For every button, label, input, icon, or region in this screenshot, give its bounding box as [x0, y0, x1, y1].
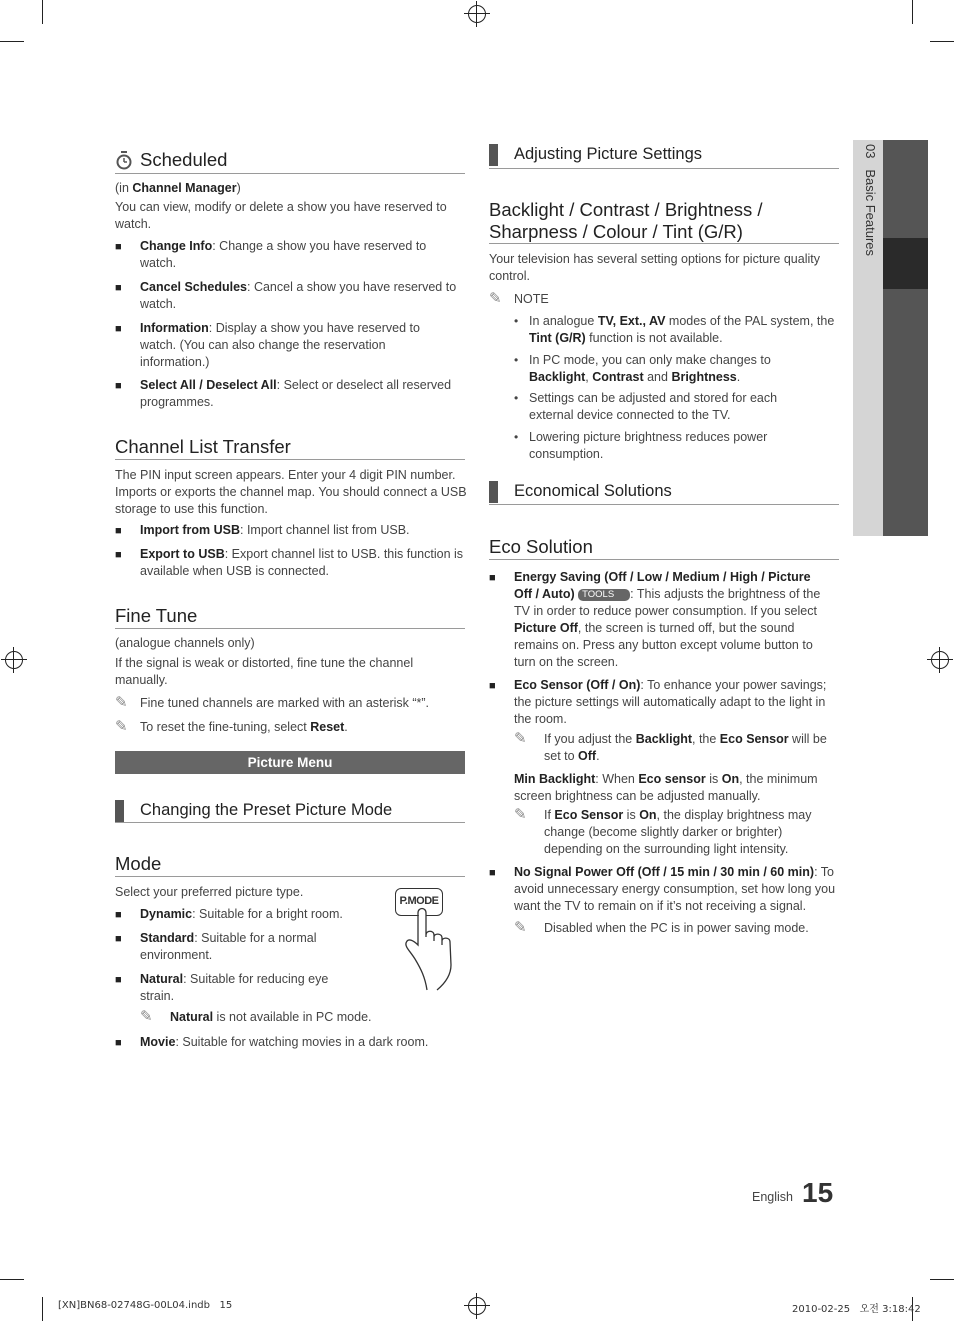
fine-tune-reset-note: ✎ To reset the fine-tuning, select Reset. [115, 718, 348, 735]
note-pencil-icon: ✎ [115, 718, 128, 735]
backlight-title-line1: Backlight / Contrast / Brightness / [489, 199, 763, 220]
natural-note: ✎ Natural is not available in PC mode. [140, 1008, 372, 1025]
nosignal-note: ✎ Disabled when the PC is in power saving mode. [514, 919, 809, 936]
footer-language: English [752, 1190, 793, 1204]
note-pencil-icon: ✎ [514, 919, 527, 936]
fine-tune-asterisk-note: ✎ Fine tuned channels are marked with an asterisk “*”. [115, 694, 430, 711]
fine-tune-intro: If the signal is weak or distorted, fine tune the channel manually. [115, 656, 414, 687]
side-tab-marker [883, 238, 928, 289]
fine-tune-note: (analogue channels only) [115, 636, 255, 650]
eco-solution-title: Eco Solution [489, 536, 839, 560]
changing-preset-title: Changing the Preset Picture Mode [140, 801, 393, 819]
min-backlight-note: ✎ If Eco Sensor is On, the display brightness may change (become slightly darker or brighter) depending on the surrounding light intensity. [514, 806, 812, 856]
economical-title: Economical Solutions [514, 482, 672, 500]
registration-mark-icon [5, 651, 23, 669]
list-item: • Settings can be adjusted and stored for each external device connected to the TV. [514, 391, 778, 422]
note-pencil-icon: ✎ [514, 730, 527, 747]
registration-mark-icon [468, 1297, 486, 1315]
backlight-heading [489, 199, 839, 244]
scheduled-heading [115, 149, 465, 174]
sensor-note: ✎ If you adjust the Backlight, the Eco Sensor will be set to Off. [514, 730, 827, 763]
picture-menu-banner: Picture Menu [115, 751, 465, 774]
list-item: • In PC mode, you can only make changes to Backlight, Contrast and Brightness. [514, 353, 771, 384]
pmode-remote-illustration [393, 885, 465, 995]
fine-tune-title: Fine Tune [115, 605, 465, 629]
registration-mark-icon [468, 5, 486, 23]
tools-badge: TOOLS [578, 589, 630, 601]
backlight-intro: Your television has several setting options for picture quality control. [489, 252, 820, 283]
list-item: ■ Cancel Schedules: Cancel a show you have reserved to watch. [115, 280, 457, 311]
economical-heading [489, 481, 839, 505]
registration-mark-icon [931, 651, 949, 669]
clock-icon [115, 151, 133, 175]
page-number: 15 [802, 1177, 834, 1208]
note-pencil-icon: ✎ [115, 694, 128, 711]
list-item: • In analogue TV, Ext., AV modes of the PAL system, the Tint (G/R) function is not available. [514, 314, 835, 345]
mode-intro: Select your preferred picture type. [115, 885, 304, 899]
list-item: ■ Energy Saving (Off / Low / Medium / High / Picture Off / Auto) TOOLS : This adjusts the brightness of the TV in order to reduce power consumption. If you select Picture Off, the screen is turned off, but the sound remains on. Press any button except volume button to turn on the screen. [489, 570, 821, 669]
file-info: [XN]BN68-02748G-00L04.indb 15 [58, 1300, 233, 1311]
list-item: ■ Natural: Suitable for reducing eye strain. [115, 972, 329, 1003]
list-item: ■ Select All / Deselect All: Select or deselect all reserved programmes. [115, 378, 452, 409]
list-item: ■ Movie: Suitable for watching movies in a dark room. [115, 1035, 429, 1049]
note-pencil-icon: ✎ [514, 806, 527, 823]
list-item: ■ No Signal Power Off (Off / 15 min / 30 min / 60 min): To avoid unnecessary energy consumption, set how long you want the TV to remain on if it’s not receiving a signal. [489, 865, 836, 913]
pointing-hand-icon [393, 885, 465, 995]
adjusting-heading [489, 144, 839, 169]
pmode-button: P.MODE [395, 888, 443, 916]
list-item: ■ Dynamic: Suitable for a bright room. [115, 907, 343, 921]
changing-preset-heading [115, 800, 465, 823]
list-item: ■ Import from USB: Import channel list from USB. [115, 523, 410, 537]
list-item: ■ Standard: Suitable for a normal environment. [115, 931, 317, 962]
scheduled-intro: You can view, modify or delete a show you have reserved to watch. [115, 200, 447, 231]
scheduled-title: Scheduled [140, 149, 228, 170]
scheduled-context: (in Channel Manager) [115, 181, 241, 195]
list-item: ■ Export to USB: Export channel list to USB. this function is available when USB is connected. [115, 547, 464, 578]
side-tab-number: 03 [863, 144, 878, 159]
list-item: ■ Eco Sensor (Off / On): To enhance your power savings; the picture settings will automatically adapt to the light in the room. [489, 678, 827, 726]
channel-list-transfer-title: Channel List Transfer [115, 436, 465, 460]
min-backlight: Min Backlight: When Eco sensor is On, the minimum screen brightness can be adjusted manually. [514, 772, 818, 803]
note-pencil-icon: ✎ [140, 1008, 153, 1025]
note-label: ✎ NOTE [489, 290, 549, 307]
note-pencil-icon: ✎ [489, 290, 502, 307]
adjusting-title: Adjusting Picture Settings [514, 145, 703, 163]
side-tab-label: Basic Features [863, 169, 878, 257]
list-item: ■ Information: Display a show you have reserved to watch. (You can also change the reservation information.) [115, 321, 420, 369]
side-tab-dark [883, 140, 928, 536]
mode-title: Mode [115, 853, 465, 877]
date-info: 2010-02-25 오전 3:18:42 [792, 1304, 921, 1315]
channel-list-transfer-intro: The PIN input screen appears. Enter your 4 digit PIN number. Imports or exports the channel map. You should connect a USB storage to use this function. [115, 468, 467, 516]
list-item: ■ Change Info: Change a show you have reserved to watch. [115, 239, 427, 270]
list-item: • Lowering picture brightness reduces power consumption. [514, 430, 768, 461]
backlight-title-line2: Sharpness / Colour / Tint (G/R) [489, 221, 743, 242]
